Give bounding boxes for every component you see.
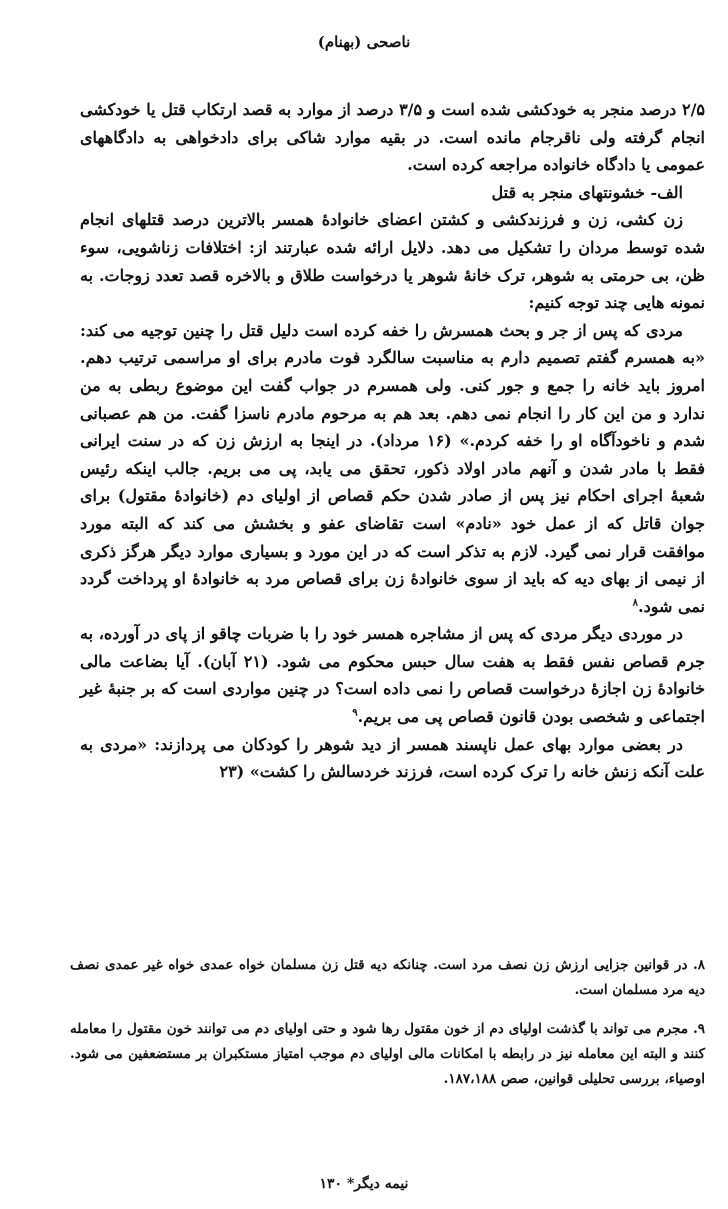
paragraph: در بعضی موارد بهای عمل ناپسند همسر از دید شوهر را کودکان می پردازند: «مردی به علت آنکه زنش خانه را ترک کرده است، فرزند خردسالش را کشت» (۲۳ xyxy=(80,734,705,782)
paragraph: زن کشی، زن و فرزندکشی و کشتن اعضای خانوادهٔ همسر بالاترین درصد قتلهای انجام شده توسط مردان را تشکیل می دهد. دلایل ارائه شده عبارتند از: اختلافات زناشویی، سوء ظن، بی حرمتی به شوهر، ترک خانهٔ شوهر یا درخواست طلاق و بالاخره قصد تعدد زوجات. به نمونه هایی چند توجه کنیم: xyxy=(80,210,705,313)
footnotes xyxy=(70,953,705,1106)
footnote: ۹. مجرم می تواند با گذشت اولیای دم از خون مقتول رها شود و حتی اولیای دم می توانند خون مقتول را معامله کنند و البته این معامله نیز در رابطه با امکانات مالی اولیای دم موجب امتیاز مستکبران بر مستضعفین می شود. اوصیاء، بررسی تحلیلی قوانین، صص ۱۸۷،۱۸۸. xyxy=(70,1021,705,1087)
footnote-ref: ۸ xyxy=(632,597,639,609)
page-footer: نیمه دیگر* ۱۳۰ xyxy=(319,1176,409,1192)
paragraph-continuation: ۲/۵ درصد منجر به خودکشی شده است و ۳/۵ درصد از موارد به قصد ارتکاب قتل یا خودکشی انجام گرفته ولی ناقرجام مانده است. در بقیه موارد شاکی برای دادخواهی به دادگاههای عمومی یا دادگاه خانواده مراجعه کرده است. xyxy=(80,100,706,175)
running-header: ناصحی (بهنام) xyxy=(317,33,411,51)
paragraph: مردی که پس از جر و بحث همسرش را خفه کرده است دلیل قتل را چنین توجیه می کند: «به همسرم گفتم تصمیم دارم به مناسبت سالگرد فوت مادرم برای او مراسمی ترتیب دهم. امروز باید خانه را جمع و جور کنی. ولی همسرم در جواب گفت این موضوع ربطی به من ندارد و من این کار را انجام نمی دهم. بعد هم به مرحوم مادرم ناسزا گفت. من هم عصبانی شدم و ناخودآگاه او را خفه کردم.» (۱۶ مرداد). در اینجا به ارزش زن که در سنت ایرانی فقط با مادر شدن و آنهم مادر اولاد ذکور، تحقق می یابد، پی می بریم. جالب اینکه رئیس شعبهٔ اجرای احکام نیز پس از صادر شدن حکم قصاص از اولیای دم (خانوادهٔ مقتول) برای جوان قاتل که از عمل خود «نادم» است تقاضای عفو و بخشش می کند که البته مورد موافقت قرار نمی گیرد. لازم به تذکر است که در این مورد و بسیاری موارد دیگر هرگز ذکری از نیمی از بهای دیه که باید از سوی خانوادهٔ زن برای قصاص مرد به خانوادهٔ او پرداخت گردد نمی شود.$^۸$ xyxy=(80,320,706,616)
footnote-ref: ۹ xyxy=(352,707,358,719)
paragraph: در موردی دیگر مردی که پس از مشاجره همسر خود را با ضربات چاقو از پای در آورده، به جرم قصاص نفس فقط به هفت سال حبس محکوم می شود. (۲۱ آبان). آیا بضاعت مالی خانوادهٔ زن اجازهٔ درخواست قصاص را نمی داده است؟ در چنین مواردی است که بر جنبهٔ غیر اجتماعی و شخصی بودن قانون قصاص پی می بریم.$^۹$ xyxy=(80,624,705,727)
body-text xyxy=(80,96,705,786)
section-heading: الف- خشونتهای منجر به قتل xyxy=(491,182,683,202)
footnote: ۸. در قوانین جزایی ارزش زن نصف مرد است. چنانکه دیه قتل زن مسلمان خواه عمدی خواه غیر عمدی نصف دیه مرد مسلمان است. xyxy=(70,957,705,998)
